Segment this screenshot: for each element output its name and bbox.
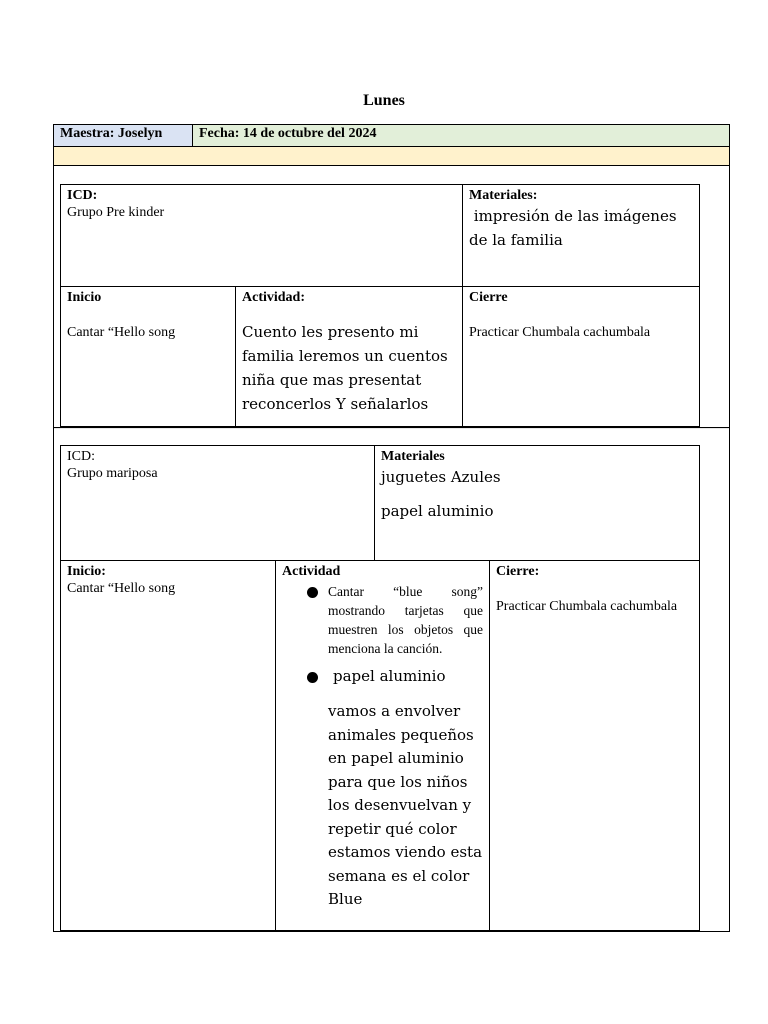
materials-cell-1 — [462, 184, 700, 287]
materials-cell-2 — [374, 445, 700, 561]
activity-bullet-item — [282, 582, 483, 658]
materials-value: impresión de las imágenes de la familia — [469, 207, 682, 249]
inicio-cell-1 — [60, 286, 236, 427]
cierre-cell-1 — [462, 286, 700, 427]
actividad-value: Cuento les presento mi familia leremos un cuentos niña que mas presentat reconcerlos Y señalarlos — [242, 323, 448, 413]
cierre-label: Cierre: — [496, 564, 540, 579]
teacher-label: Maestra: Joselyn — [60, 126, 163, 141]
cierre-label: Cierre — [469, 290, 508, 305]
bullet-text: Cantar “blue song” mostrando tarjetas que muestren los objetos que menciona la canción. — [328, 584, 483, 656]
teacher-cell — [53, 124, 193, 147]
icd-cell-2 — [60, 445, 375, 561]
actividad-cell-2 — [275, 560, 490, 931]
inicio-value: Cantar “Hello song — [67, 325, 176, 340]
materials-item: juguetes Azules — [381, 468, 501, 486]
inicio-value: Cantar “Hello song — [67, 581, 176, 596]
inicio-cell-2 — [60, 560, 276, 931]
date-cell — [192, 124, 730, 147]
icd-value: Grupo Pre kinder — [67, 205, 165, 220]
icd-value: Grupo mariposa — [67, 466, 158, 481]
cierre-value: Practicar Chumbala cachumbala — [469, 325, 651, 340]
actividad-label: Actividad — [282, 564, 341, 579]
highlight-row — [53, 146, 730, 166]
actividad-cell-1 — [235, 286, 463, 427]
bullet-icon — [307, 672, 318, 683]
activity-bullet-item — [282, 664, 483, 688]
icd-label: ICD: — [67, 449, 95, 464]
materials-item: papel aluminio — [381, 502, 494, 520]
icd-label: ICD: — [67, 188, 98, 203]
cierre-value: Practicar Chumbala cachumbala — [496, 599, 678, 614]
activity-detail: vamos a envolver animales pequeños en papel aluminio para que los niños los desenvuelvan y repetir qué color estamos viendo esta semana es el color Blue — [328, 702, 483, 908]
cierre-cell-2 — [489, 560, 700, 931]
bullet-text: papel aluminio — [333, 667, 446, 685]
page-title: Lunes — [363, 92, 405, 109]
inicio-label: Inicio — [67, 290, 102, 305]
materials-label: Materiales: — [469, 188, 538, 203]
date-label: Fecha: 14 de octubre del 2024 — [199, 126, 377, 141]
actividad-label: Actividad: — [242, 290, 305, 305]
bullet-icon — [307, 587, 318, 598]
materials-label: Materiales — [381, 449, 445, 464]
inicio-label: Inicio: — [67, 564, 106, 579]
icd-cell-1 — [60, 184, 463, 287]
